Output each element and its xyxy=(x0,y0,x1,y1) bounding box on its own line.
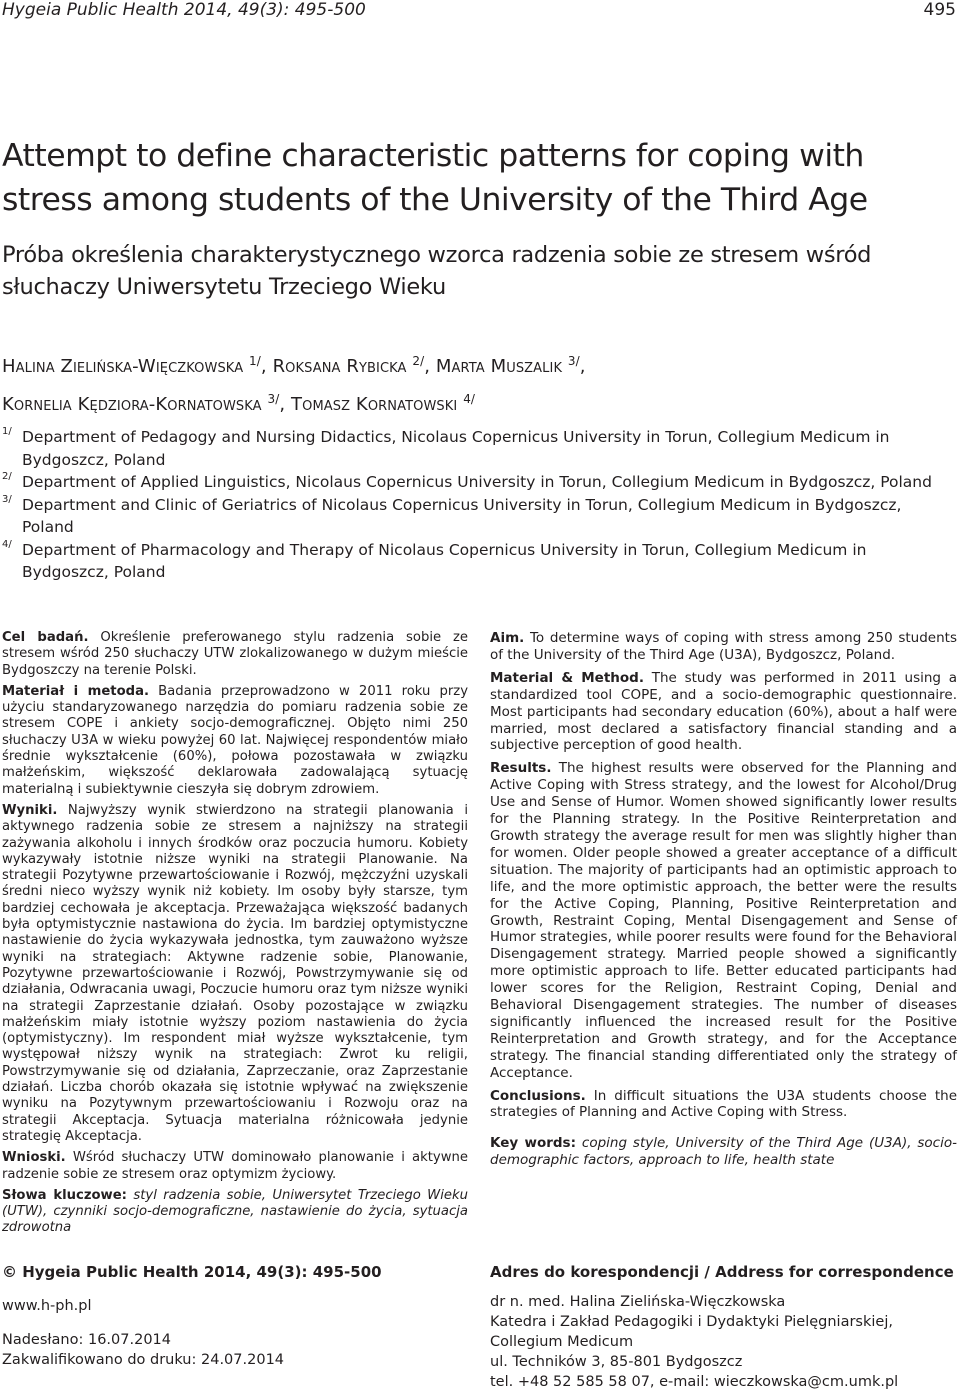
page-number: 495 xyxy=(923,0,956,20)
keywords-heading: Słowa kluczowe: xyxy=(2,1187,127,1203)
abstract-section-conclusions xyxy=(2,1150,468,1183)
publication-info xyxy=(2,1262,468,1370)
affiliation-mark: 3/ xyxy=(2,493,12,505)
author-list: Halina Zielińska-Więczkowska $^{1/}$, Roksana Rybicka $^{2/}$, Marta Muszalik $^{3/}$, Kornelia Kędziora-Kornatowska $^{3/}$, Tomasz Kornatowski $^{4/}$ xyxy=(2,354,586,415)
section-text: In difficult situations the U3A students choose the strategies of Planning and Active Coping with Stress. xyxy=(490,1087,958,1121)
section-text: Wśród słuchaczy UTW dominowało planowanie i aktywne radzenie sobie ze stresem oraz optymizm życiowy. xyxy=(2,1150,468,1182)
author-name: Tomasz Kornatowski xyxy=(291,394,458,415)
section-heading: Materiał i metoda. xyxy=(2,683,149,699)
affiliation-text: Department of Applied Linguistics, Nicolaus Copernicus University in Torun, Collegium Medicum in Bydgoszcz, Poland xyxy=(22,473,932,491)
section-text: The study was performed in 2011 using a standardized tool COPE, and a socio-demographic questionnaire. Most participants had secondary education (60%), about a half were married, most declared a satisfactory financial standing and a subjective perception of good health. xyxy=(490,669,957,754)
affiliation-mark: 2/ xyxy=(2,471,12,482)
section-text: Określenie preferowanego stylu radzenia sobie ze stresem wśród 250 słuchaczy UTW zlokalizowanego w dużym mieście Bydgoszczy na terenie Polski. xyxy=(2,630,469,678)
section-heading: Results. xyxy=(490,760,552,777)
section-text: The highest results were observed for the Planning and Active Coping with Stress strategy, and the lowest for Alcohol/Drug Use and Sense of Humor. Women showed significantly lower results for the Planning strategy. In the Positive Reinterpretation and Growth strategy the average result for men was slightly higher than for women. Older people showed a greater acceptance of a difficult situation. The majority of participants had an optimistic approach to life, and the more optimistic approach, the better were the results for the Active Coping, Planning, Positive Reinterpretation and Growth, Restraint Coping, Mental Disengagement and Sense of Humor strategies, while poorer results were found for the Behavioral Disengagement strategy. Married people showed a significantly more optimistic approach to life. Better educated participants had lower scores for the Religion, Restraint Coping, Denial and Behavioral Disengagement strategies. The number of diseases significantly influenced the increased result for the Positive Reinterpretation and Growth strategy, and for the Acceptance strategy. The financial standing differentiated only the strategy of Acceptance. xyxy=(490,760,957,1081)
section-text: To determine ways of coping with stress among 250 students of the University of the Third Age (U3A), Bydgoszcz, Poland. xyxy=(490,630,957,663)
section-text: Badania przeprowadzono w 2011 roku przy użyciu standaryzowanego narzędzia do pomiaru radzenia sobie ze stresem COPE i ankiety socjo-demograficznej. Objęto nimi 250 słuchaczy U3A w wieku powyżej 60 lat. Najwięcej respondentów miało średnie wykształcenie (60%), połowa pozostawała w związku małżeńskim, większość deklarowała zadowalającą sytuację materialną i subiektywnie cieszyła się dobrym zdrowiem. xyxy=(2,683,468,797)
keywords-text: coping style, University of the Third Age (U3A), socio-demographic factors, approach to life, health state xyxy=(490,1135,957,1169)
page-header xyxy=(0,0,960,26)
affiliation-text: Department and Clinic of Geriatrics of Nicolaus Copernicus University in Torun, Collegium Medicum in Bydgoszcz, Poland xyxy=(22,495,902,536)
affiliation-text: Department of Pharmacology and Therapy of Nicolaus Copernicus University in Torun, Collegium Medicum in Bydgoszcz, Poland xyxy=(22,540,867,581)
section-heading: Wyniki. xyxy=(2,802,58,818)
abstract-section-results xyxy=(2,803,468,1145)
abstract-section-method xyxy=(2,684,468,798)
affiliation-item xyxy=(2,426,952,471)
correspondence-street: ul. Techników 3, 85-801 Bydgoszcz xyxy=(490,1354,743,1370)
affiliation-mark: 1/ xyxy=(2,426,12,437)
submitted-date: Nadesłano: 16.07.2014 xyxy=(2,1332,171,1348)
affiliation-item xyxy=(2,471,952,494)
section-heading: Aim. xyxy=(490,630,525,646)
abstract-section-method xyxy=(490,670,957,755)
affiliation-item xyxy=(2,539,952,584)
author-affiliation-mark: 2/ xyxy=(412,354,425,368)
copyright-line: © Hygeia Public Health 2014, 49(3): 495-500 xyxy=(2,1263,382,1281)
abstract-keywords xyxy=(2,1188,468,1237)
author-name: Marta Muszalik xyxy=(435,356,563,377)
affiliation-list xyxy=(2,426,952,584)
affiliation-mark: 4/ xyxy=(2,538,12,550)
section-heading: Cel badań. xyxy=(2,630,89,645)
journal-reference: Hygeia Public Health 2014, 49(3): 495-500 xyxy=(2,0,366,20)
article-title-polish: Próba określenia charakterystycznego wzorca radzenia sobie ze stresem wśród słuchaczy Uniwersytetu Trzeciego Wieku xyxy=(2,242,872,300)
section-heading: Material & Method. xyxy=(490,669,644,686)
article-title-english: Attempt to define characteristic patterns for coping with stress among students of the University of the Third Age xyxy=(2,138,868,218)
author-name: Kornelia Kędziora-Kornatowska xyxy=(2,394,262,415)
section-text: Najwyższy wynik stwierdzono na strategii planowania i aktywnego radzenia sobie ze stresem a najniższy na strategii zażywania alkoholu i innych środków oraz poczucia humoru. Kobiety wykazywały istotnie niższe wyniki na strategii Planowanie. Na strategii Pozytywne przewartościowanie i Rozwój, mężczyźni uzyskali średni nieco wyższy wynik niż kobiety. Im osoby były starsze, tym bardziej cechowała je akceptacja. Przeważająca większość badanych była optymistycznie nastawiona do życia. Im bardziej optymistyczne nastawienie do życia wykazywała jednostka, tym zauważono wyższe wyniki na strategiach: Aktywne radzenie sobie, Planowanie, Pozytywne przewartościowanie i Rozwój, Powstrzymywanie się od działania, Odwracania uwagi, Poczucie humoru oraz tym niższe wyniki na strategii Zaprzestanie działań. Osoby pozostające w związku małżeńskim miały istotnie wyższy poziom nastawienia do życia (optymistyczny). Im respondent miał wyższe wykształcenie, tym występował niższy wynik na strategiach: Zwrot ku religii, Powstrzymywanie się od działania, Zaprzeczanie, oraz Zaprzestanie działań. Liczba chorób okazała się istotnie wpływać na zwiększenie wyniku na Pozytywnym przewartościowaniu i Rozwoju oraz na strategii Akceptacja. Sytuacja materialna różnicowała jedynie strategię Akceptacja. xyxy=(2,802,468,1144)
keywords-heading: Key words: xyxy=(490,1135,576,1152)
correspondence-department: Katedra i Zakład Pedagogiki i Dydaktyki Pielęgniarskiej, Collegium Medicum xyxy=(490,1314,893,1350)
abstract-polish xyxy=(2,630,468,1242)
abstract-section-conclusions xyxy=(490,1088,957,1122)
abstract-english xyxy=(490,630,957,1175)
correspondence-name: dr n. med. Halina Zielińska-Więczkowska xyxy=(490,1294,786,1310)
author-affiliation-mark: 1/ xyxy=(249,354,261,368)
author-affiliation-mark: 4/ xyxy=(463,392,476,406)
section-heading: Wnioski. xyxy=(2,1150,66,1166)
abstract-keywords xyxy=(490,1135,957,1169)
correspondence-contact[interactable]: tel. +48 52 585 58 07, e-mail: wieczkowska@cm.umk.pl xyxy=(490,1374,899,1390)
author-name: Halina Zielińska-Więczkowska xyxy=(2,356,244,377)
abstract-section-aim xyxy=(2,630,468,679)
author-affiliation-mark: 3/ xyxy=(267,392,280,406)
affiliation-item xyxy=(2,494,952,539)
author-name: Roksana Rybicka xyxy=(272,356,407,377)
correspondence-info xyxy=(490,1262,957,1392)
abstract-section-aim xyxy=(490,630,957,664)
website-link[interactable]: www.h-ph.pl xyxy=(2,1298,92,1314)
section-heading: Conclusions. xyxy=(490,1087,586,1104)
affiliation-text: Department of Pedagogy and Nursing Didactics, Nicolaus Copernicus University in Torun, Collegium Medicum in Bydgoszcz, Poland xyxy=(22,428,890,469)
correspondence-heading: Adres do korespondencji / Address for correspondence xyxy=(490,1263,954,1281)
accepted-date: Zakwalifikowano do druku: 24.07.2014 xyxy=(2,1352,285,1368)
abstract-section-results xyxy=(490,760,957,1081)
author-affiliation-mark: 3/ xyxy=(567,354,580,368)
keywords-text: styl radzenia sobie, Uniwersytet Trzeciego Wieku (UTW), czynniki socjo-demograficzne, nastawienie do życia, sytuacja zdrowotna xyxy=(2,1187,468,1236)
